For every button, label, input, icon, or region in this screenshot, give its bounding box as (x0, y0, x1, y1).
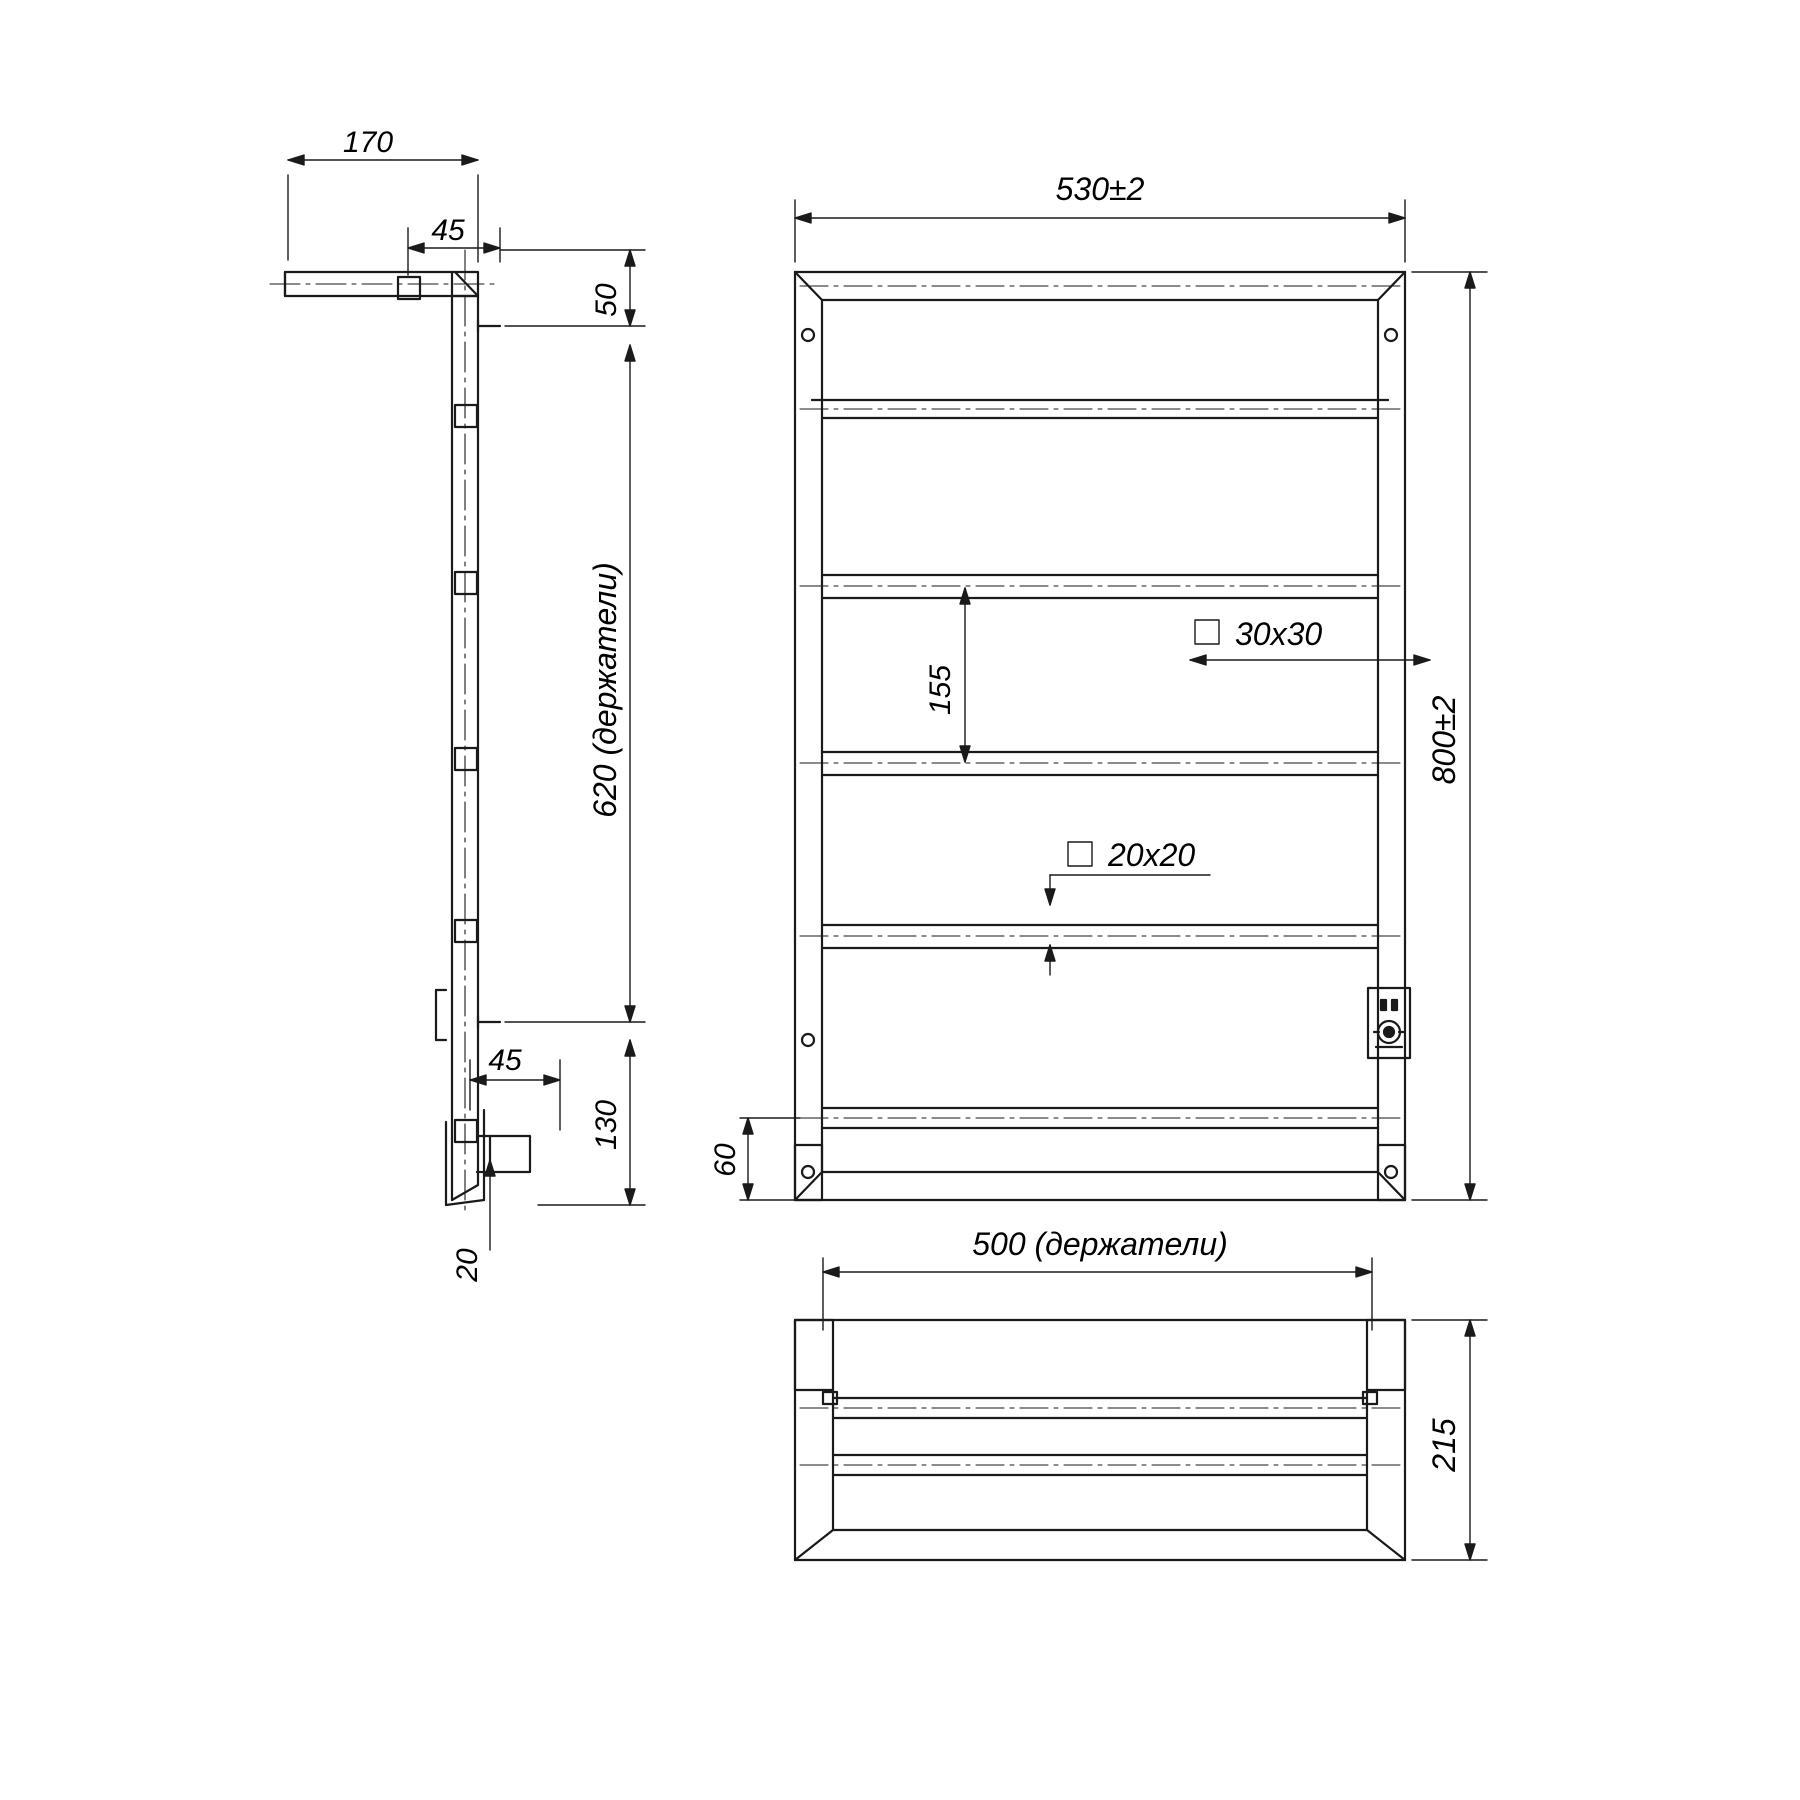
dim-bottom-gap: 60 (709, 1143, 742, 1177)
dim-top-depth: 215 (1426, 1418, 1462, 1472)
dim-side-top-to-bracket: 50 (590, 283, 623, 317)
dim-front-height: 800±2 (1426, 695, 1462, 785)
top-view-dimensions (823, 1258, 1487, 1560)
front-view-geometry (795, 272, 1410, 1200)
top-view-geometry (795, 1320, 1405, 1560)
dim-profile-large: 30x30 (1235, 616, 1323, 652)
dim-profile-small: 20x20 (1108, 837, 1196, 873)
dim-side-foot: 20 (451, 1248, 484, 1282)
dim-rung-spacing: 155 (924, 664, 957, 716)
dim-side-bottom-height: 130 (590, 1099, 623, 1151)
dim-front-width: 530±2 (1055, 171, 1145, 207)
dim-side-bracket-spacing: 620 (держатели) (587, 562, 623, 818)
dim-side-bracket-offset-top: 45 (431, 214, 465, 247)
front-view-dimensions (740, 200, 1487, 1200)
dim-side-lower-offset: 45 (488, 1044, 522, 1077)
dim-top-width-holders: 500 (держатели) (972, 1226, 1228, 1262)
dim-side-depth-total: 170 (342, 126, 394, 159)
